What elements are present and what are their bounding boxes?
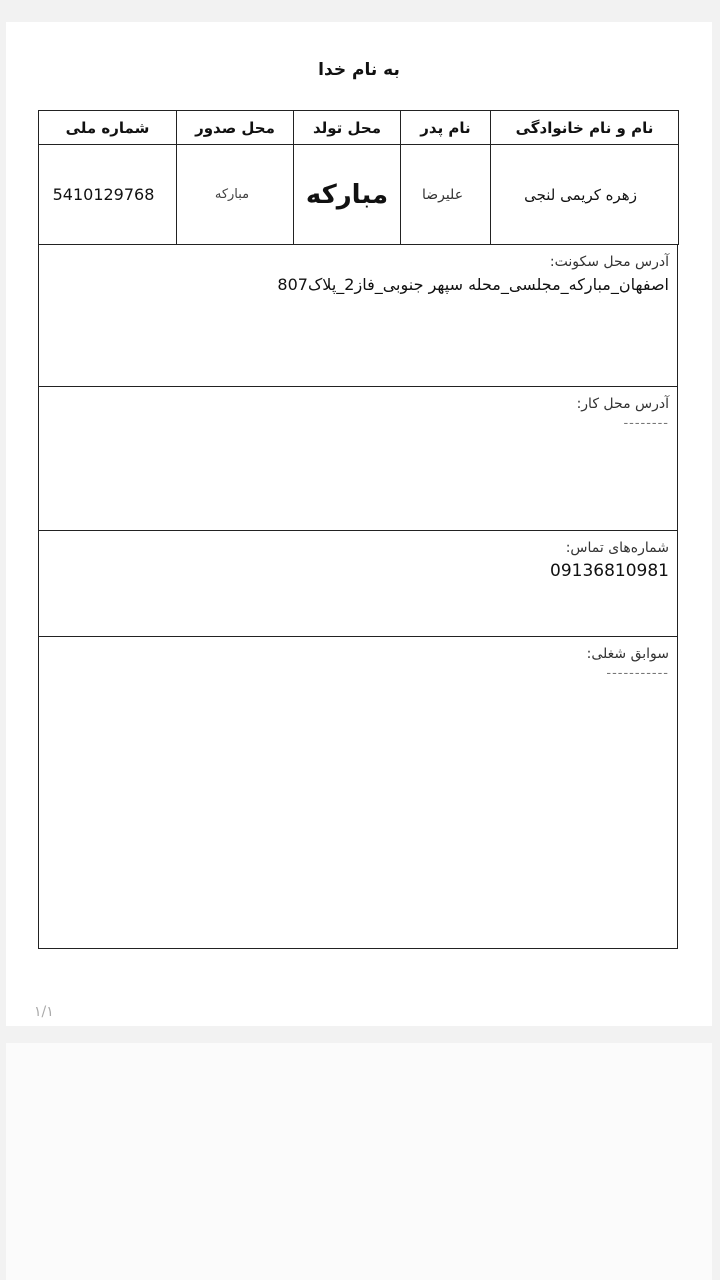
work-history-value: ----------- xyxy=(606,666,669,681)
residence-value: اصفهان_مبارکه_مجلسی_محله سپهر جنوبی_فاز2_پلاک807 xyxy=(277,275,669,294)
value-birth-place: مبارکه xyxy=(294,145,401,245)
header-birth-place: محل تولد xyxy=(294,111,401,145)
header-name: نام و نام خانوادگی xyxy=(491,111,679,145)
residence-label: آدرس محل سکونت: xyxy=(549,254,669,270)
value-national-id: 5410129768 xyxy=(39,145,177,245)
next-page xyxy=(6,1043,712,1280)
page-number: ۱/۱ xyxy=(34,1004,54,1020)
work-history-section xyxy=(38,637,678,949)
value-father: علیرضا xyxy=(401,145,491,245)
work-address-section xyxy=(38,387,678,531)
contact-phone: 09136810981 xyxy=(550,561,669,581)
value-issue-place: مبارکه xyxy=(177,145,294,245)
work-address-value: -------- xyxy=(623,416,669,431)
work-address-label: آدرس محل کار: xyxy=(576,396,669,412)
table-header-row xyxy=(39,111,679,145)
value-name: زهره کریمی لنجی xyxy=(491,145,679,245)
document-page xyxy=(6,22,712,1026)
contact-section xyxy=(38,531,678,637)
document-title: به نام خدا xyxy=(318,60,400,80)
header-father: نام پدر xyxy=(401,111,491,145)
residence-section xyxy=(38,245,678,387)
work-history-label: سوابق شغلی: xyxy=(586,646,669,662)
personal-info-table xyxy=(38,110,679,245)
contact-label: شماره‌های تماس: xyxy=(565,540,669,556)
table-row xyxy=(39,145,679,245)
header-issue-place: محل صدور xyxy=(177,111,294,145)
header-national-id: شماره ملی xyxy=(39,111,177,145)
